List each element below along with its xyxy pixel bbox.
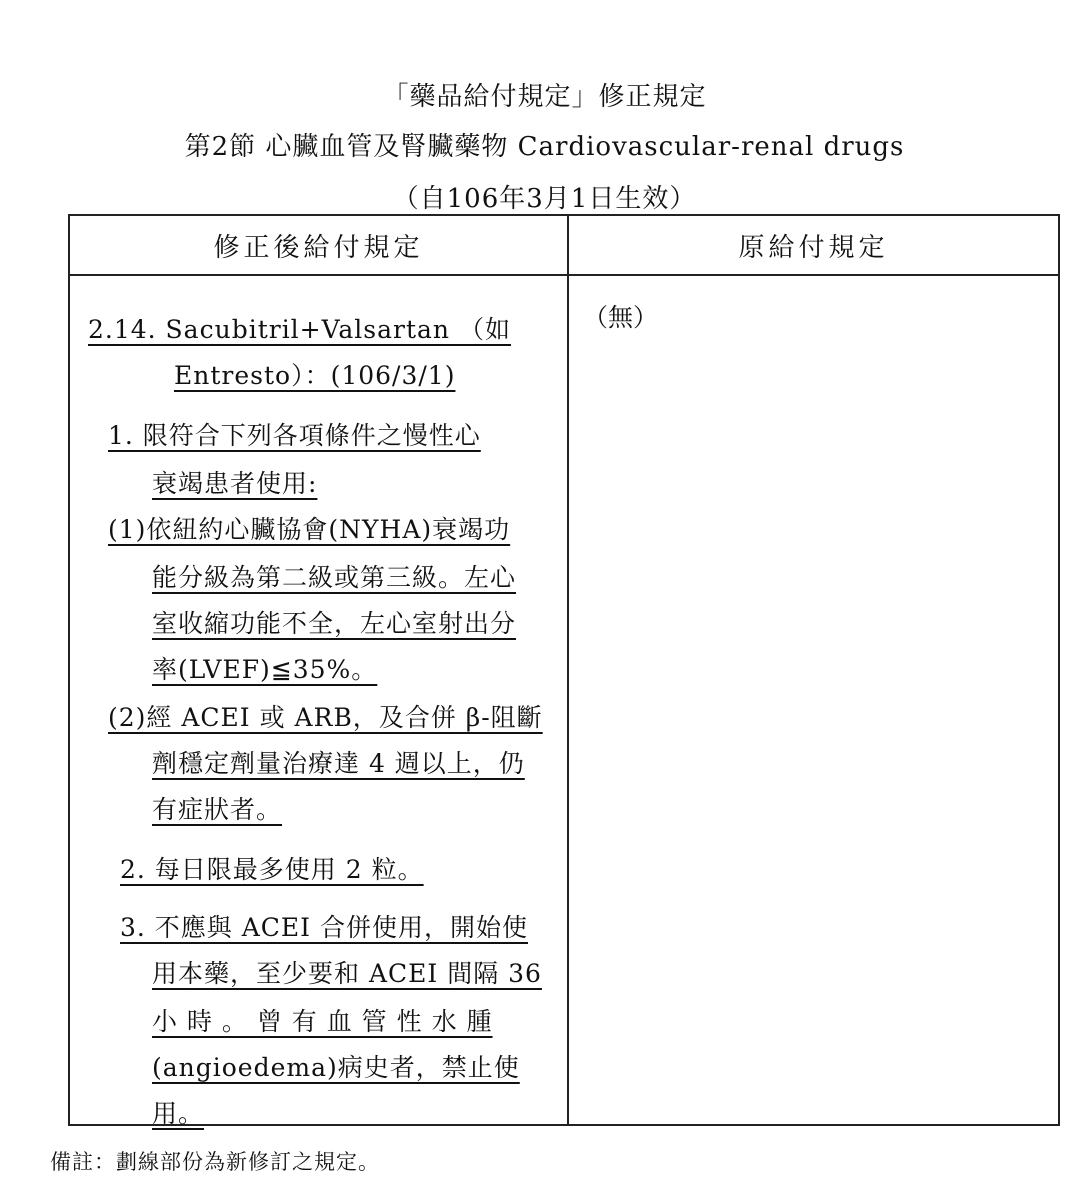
condition-1-line-2: 衰竭患者使用: bbox=[152, 469, 318, 498]
condition-3-line-4: (angioedema)病史者，禁止使 bbox=[152, 1053, 520, 1082]
regulation-table bbox=[68, 214, 1060, 1126]
section-title: 第2節 心臟血管及腎臟藥物 Cardiovascular-renal drugs bbox=[184, 132, 905, 162]
column-header-original: 原給付規定 bbox=[568, 215, 1059, 275]
column-header-revised: 修正後給付規定 bbox=[69, 215, 568, 275]
condition-3-line-3: 小 時 。 曾 有 血 管 性 水 腫 bbox=[152, 1007, 493, 1036]
table-header-row bbox=[69, 215, 1059, 275]
effective-date: （自106年3月1日生效） bbox=[392, 184, 697, 214]
document-title: 「藥品給付規定」修正規定 bbox=[382, 82, 707, 112]
condition-1-2-line-2: 劑穩定劑量治療達 4 週以上，仍 bbox=[152, 749, 525, 778]
condition-3-line-1: 3. 不應與 ACEI 合併使用，開始使 bbox=[120, 913, 529, 942]
condition-1-2-line-1: (2)經 ACEI 或 ARB，及合併 β-阻斷 bbox=[108, 703, 543, 732]
original-none-text: （無） bbox=[583, 303, 659, 332]
table-body-row bbox=[69, 275, 1059, 1125]
condition-1-1-line-1: (1)依紐約心臟協會(NYHA)衰竭功 bbox=[108, 515, 511, 544]
condition-1-1-line-3: 室收縮功能不全，左心室射出分 bbox=[152, 609, 517, 638]
condition-3-line-5: 用。 bbox=[152, 1099, 205, 1128]
item-heading-line-1: 2.14. Sacubitril+Valsartan （如 bbox=[88, 315, 511, 344]
condition-3-line-2: 用本藥，至少要和 ACEI 間隔 36 bbox=[152, 959, 542, 988]
footnote: 備註：劃線部份為新修訂之規定。 bbox=[50, 1150, 380, 1174]
condition-1-2-line-3: 有症狀者。 bbox=[152, 795, 283, 824]
condition-1-1-line-4: 率(LVEF)≦35%。 bbox=[152, 655, 378, 684]
condition-2-line-1: 2. 每日限最多使用 2 粒。 bbox=[120, 855, 424, 884]
item-heading-line-2: Entresto）：(106/3/1) bbox=[174, 361, 456, 390]
condition-1-1-line-2: 能分級為第二級或第三級。左心 bbox=[152, 563, 517, 592]
revised-cell bbox=[69, 275, 568, 1128]
condition-1-line-1: 1. 限符合下列各項條件之慢性心 bbox=[108, 421, 481, 450]
original-cell bbox=[568, 275, 1059, 1125]
